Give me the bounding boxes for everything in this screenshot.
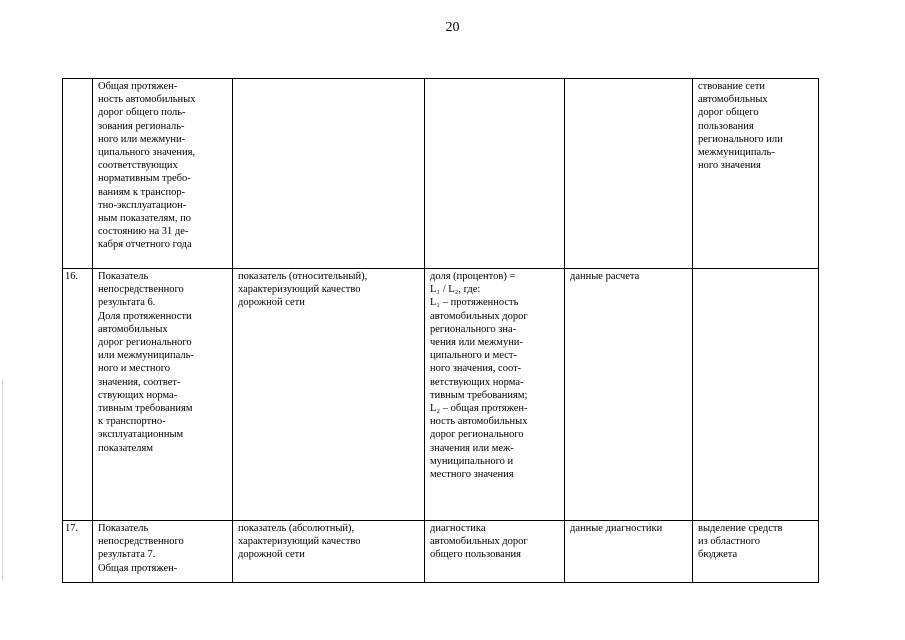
- scan-edge-line: [2, 380, 3, 580]
- table-row: [63, 269, 819, 521]
- source-cell: [565, 269, 693, 521]
- indicator-name-cell: [93, 79, 233, 269]
- source-cell: [565, 521, 693, 583]
- notes-cell: [693, 79, 819, 269]
- method-cell: [425, 521, 565, 583]
- notes-cell: [693, 269, 819, 521]
- row-number-cell: [63, 269, 93, 521]
- calculation-method: диагностика автомобильных дорог общего пользования: [430, 523, 528, 561]
- method-cell: [425, 79, 565, 269]
- method-cell: [425, 269, 565, 521]
- indicator-definition: показатель (абсолютный), характеризующий качество дорожной сети: [238, 523, 361, 561]
- data-source: данные диагностики: [570, 523, 663, 534]
- row-number: 17.: [65, 523, 79, 534]
- row-number-cell: [63, 521, 93, 583]
- data-source: данные расчета: [570, 271, 640, 282]
- calculation-method: доля (процентов) = L₁ / L₂, где: L₁ – протяженность автомобильных дорог регионального зна- чения или межмуни- ципального и мест- ного значения, соот- ветствующих норма- тивным требованиям; L₂ – общая протяжен- ность автомобильных дорог регионального значения или меж- муниципального и местного значения: [430, 271, 528, 481]
- source-cell: [565, 79, 693, 269]
- indicator-name: Показатель непосредственного результата 7. Общая протяжен-: [98, 523, 184, 574]
- page-number: 20: [445, 20, 460, 35]
- indicator-table: [62, 78, 819, 583]
- table-row: [63, 79, 819, 269]
- definition-cell: [233, 269, 425, 521]
- indicator-name-cell: [93, 521, 233, 583]
- notes-cell: [693, 521, 819, 583]
- notes-text: выделение средств из областного бюджета: [698, 523, 783, 561]
- indicator-name-cell: [93, 269, 233, 521]
- row-number-cell: [63, 79, 93, 269]
- indicator-name: Общая протяжен- ность автомобильных дорог общего поль- зования региональ- ного или межмуни- ципального значения, соответствующих нормативным требо- ваниям к транспор- тно-эксплуатацион- ным показателям, по состоянию на 31 де- кабря отчетного года: [98, 81, 196, 251]
- row-number: 16.: [65, 271, 79, 282]
- table-row: [63, 521, 819, 583]
- indicator-definition: показатель (относительный), характеризующий качество дорожной сети: [238, 271, 368, 309]
- definition-cell: [233, 79, 425, 269]
- indicator-name: Показатель непосредственного результата 6. Доля протяженности автомобильных дорог регионального или межмуниципаль- ного и местного значения, соответ- ствующих норма- тивным требованиям к транспортно- эксплуатационным показателям: [98, 271, 194, 454]
- definition-cell: [233, 521, 425, 583]
- notes-text: ствование сети автомобильных дорог общего пользования регионального или межмуниципаль- ного значения: [698, 81, 783, 172]
